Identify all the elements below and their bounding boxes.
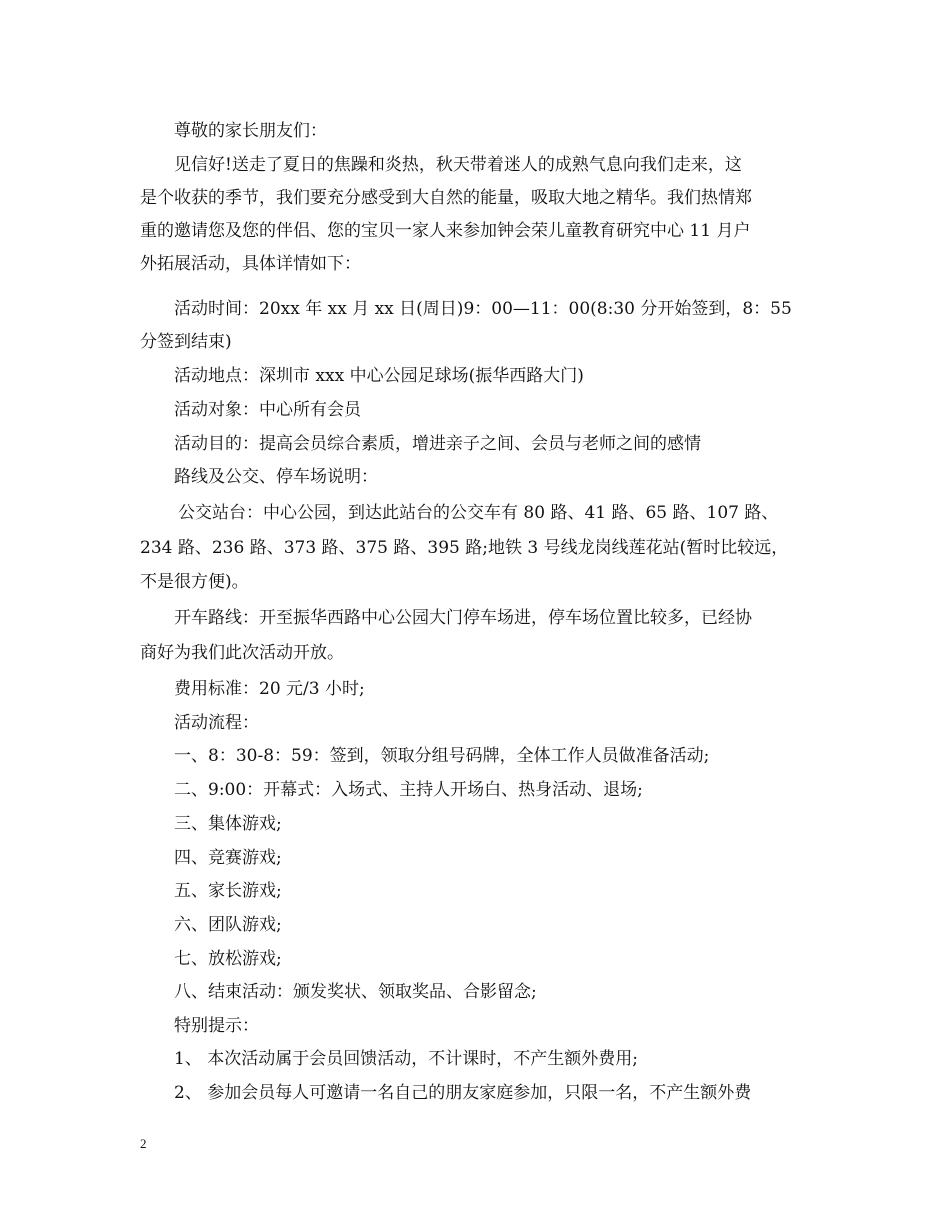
location-line: 活动地点：深圳市 xxx 中心公园足球场(振华西路大门) bbox=[174, 366, 584, 386]
bus-line-1: 公交站台：中心公园，到达此站台的公交车有 80 路、41 路、65 路、107 路、 bbox=[178, 503, 779, 523]
greeting: 尊敬的家长朋友们： bbox=[174, 121, 327, 141]
page-number: 2 bbox=[140, 1136, 147, 1151]
route-title: 路线及公交、停车场说明： bbox=[174, 467, 378, 487]
schedule-item-6: 六、团队游戏; bbox=[174, 915, 282, 935]
intro-line-1: 见信好!送走了夏日的焦躁和炎热，秋天带着迷人的成熟气息向我们走来，这 bbox=[174, 155, 742, 175]
purpose-line: 活动目的：提高会员综合素质，增进亲子之间、会员与老师之间的感情 bbox=[174, 434, 701, 454]
schedule-item-7: 七、放松游戏; bbox=[174, 949, 282, 969]
bus-line-2: 234 路、236 路、373 路、375 路、395 路;地铁 3 号线龙岗线莲花站(暂时比较远， bbox=[140, 538, 789, 558]
tips-title: 特别提示： bbox=[174, 1016, 259, 1036]
schedule-item-2: 二、9:00：开幕式：入场式、主持人开场白、热身活动、退场; bbox=[174, 780, 643, 800]
fee-line: 费用标准：20 元/3 小时; bbox=[174, 679, 365, 699]
bus-line-3: 不是很方便)。 bbox=[140, 572, 249, 592]
intro-line-4: 外拓展活动，具体详情如下： bbox=[140, 254, 361, 274]
time-line-1: 活动时间：20xx 年 xx 月 xx 日(周日)9：00—11：00(8:30 分开始签到，8：55 bbox=[174, 299, 792, 319]
schedule-title: 活动流程： bbox=[174, 713, 259, 733]
schedule-item-8: 八、结束活动：颁发奖状、领取奖品、合影留念; bbox=[174, 982, 537, 1002]
intro-line-3: 重的邀请您及您的伴侣、您的宝贝一家人来参加钟会荣儿童教育研究中心 11 月户 bbox=[140, 221, 751, 241]
tip-item-1: 1、 本次活动属于会员回馈活动，不计课时，不产生额外费用; bbox=[174, 1049, 638, 1069]
intro-line-2: 是个收获的季节，我们要充分感受到大自然的能量，吸取大地之精华。我们热情郑 bbox=[140, 188, 752, 208]
audience-line: 活动对象：中心所有会员 bbox=[174, 400, 361, 420]
schedule-item-4: 四、竞赛游戏; bbox=[174, 848, 282, 868]
schedule-item-5: 五、家长游戏; bbox=[174, 881, 282, 901]
driving-line-2: 商好为我们此次活动开放。 bbox=[140, 643, 344, 663]
schedule-item-1: 一、8：30-8：59：签到，领取分组号码牌，全体工作人员做准备活动; bbox=[174, 746, 710, 766]
schedule-item-3: 三、集体游戏; bbox=[174, 814, 282, 834]
driving-line-1: 开车路线：开至振华西路中心公园大门停车场进，停车场位置比较多，已经协 bbox=[174, 608, 752, 628]
tip-item-2: 2、 参加会员每人可邀请一名自己的朋友家庭参加，只限一名，不产生额外费 bbox=[174, 1083, 752, 1103]
time-line-2: 分签到结束) bbox=[140, 332, 232, 352]
